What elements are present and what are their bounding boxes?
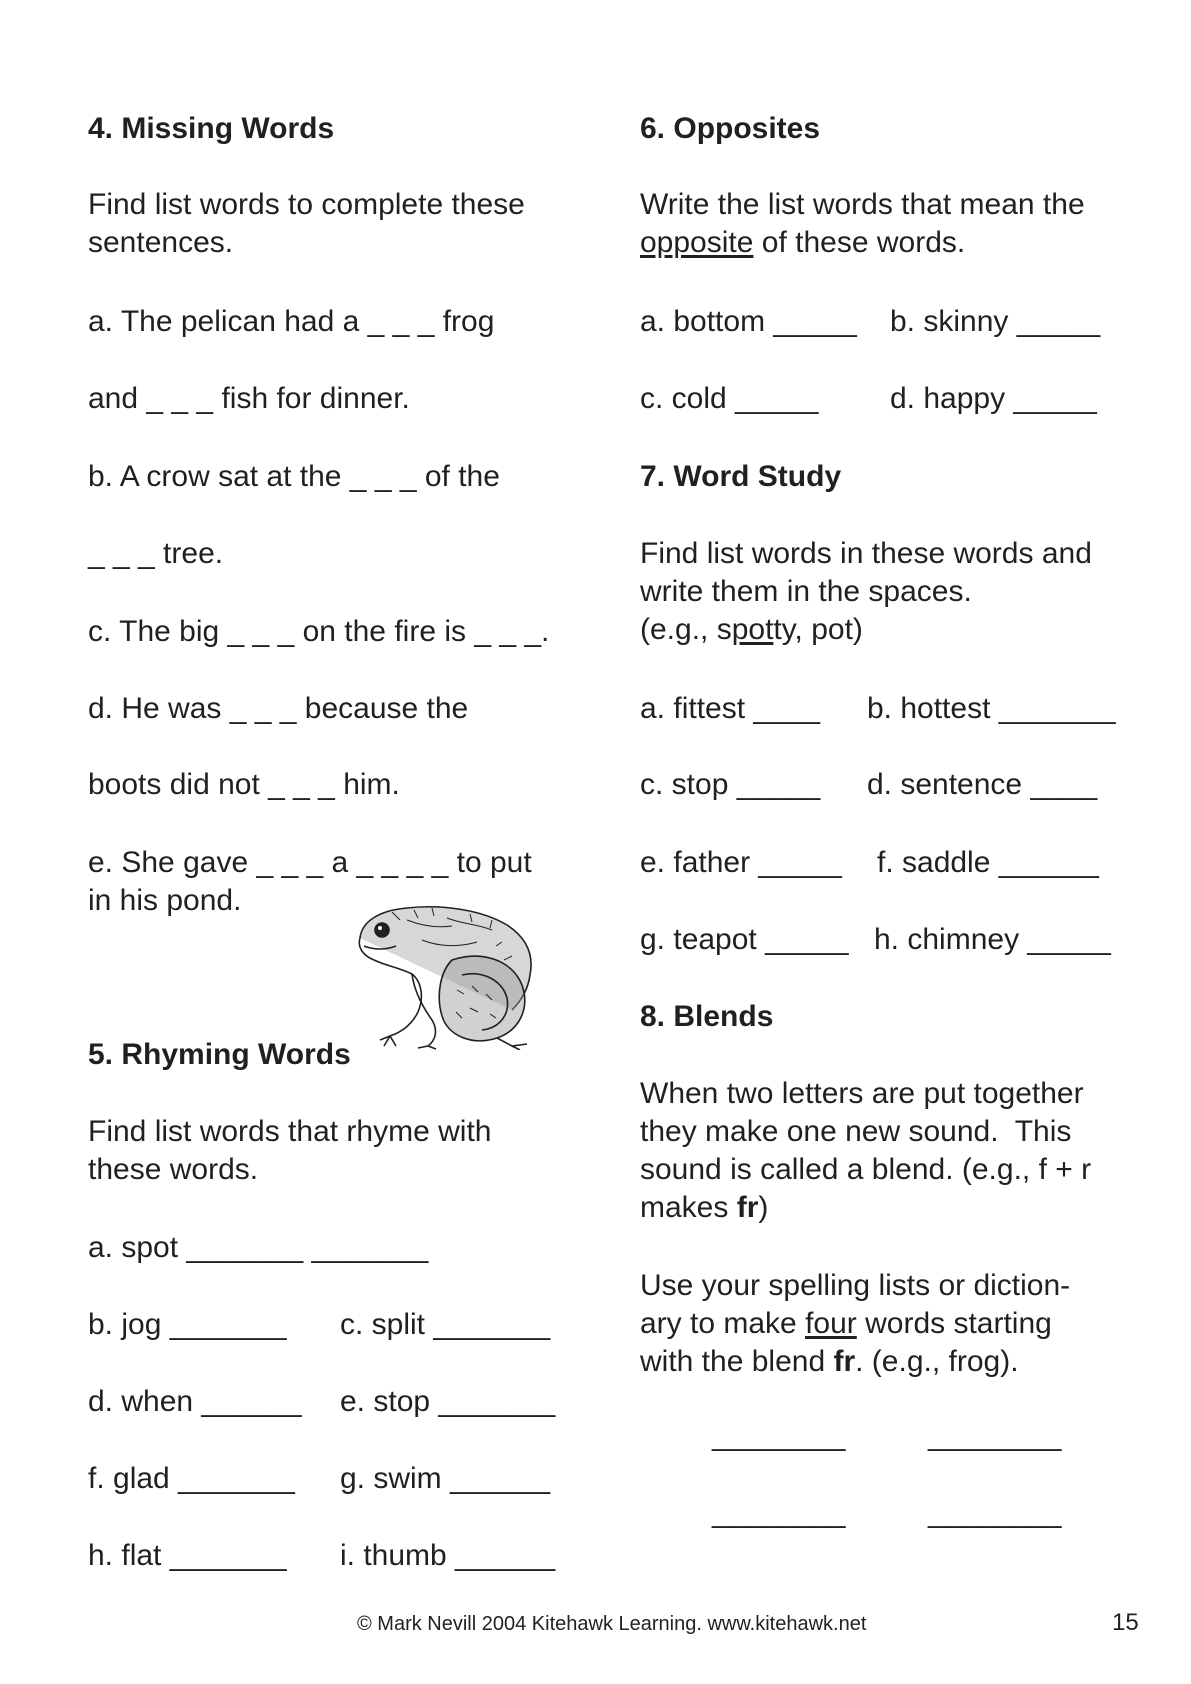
blends-para-line: sound is called a blend. (e.g., f + r bbox=[640, 1153, 1092, 1186]
answer-blank: ________ bbox=[712, 1419, 846, 1452]
opposites-item: c. cold _____ bbox=[640, 382, 819, 415]
frog-illustration bbox=[352, 890, 562, 1050]
missing-words-item: _ _ _ tree. bbox=[88, 537, 224, 570]
opposites-instruction-2: opposite of these words. bbox=[640, 226, 966, 259]
rhyming-item: a. spot _______ _______ bbox=[88, 1231, 429, 1264]
word-study-item: g. teapot _____ bbox=[640, 923, 849, 956]
underlined-word: opposite bbox=[640, 226, 754, 259]
blends-para-line: with the blend fr. (e.g., frog). bbox=[640, 1345, 1019, 1378]
missing-words-item: b. A crow sat at the _ _ _ of the bbox=[88, 460, 500, 493]
rhyming-item: e. stop _______ bbox=[340, 1385, 556, 1418]
opposites-heading: 6. Opposites bbox=[640, 112, 821, 145]
word-study-item: f. saddle ______ bbox=[877, 846, 1099, 879]
word-study-instruction-2: write them in the spaces. bbox=[640, 575, 972, 608]
missing-words-heading: 4. Missing Words bbox=[88, 112, 335, 145]
missing-words-item: a. The pelican had a _ _ _ frog bbox=[88, 305, 495, 338]
word-study-item: e. father _____ bbox=[640, 846, 842, 879]
word-study-item: h. chimney _____ bbox=[874, 923, 1111, 956]
opposites-item: a. bottom _____ bbox=[640, 305, 857, 338]
blends-para-line: When two letters are put together bbox=[640, 1077, 1084, 1110]
word-study-item: a. fittest ____ bbox=[640, 692, 821, 725]
page-number: 15 bbox=[1112, 1609, 1139, 1636]
rhyming-words-instruction-1: Find list words that rhyme with bbox=[88, 1115, 492, 1148]
rhyming-item: c. split _______ bbox=[340, 1308, 551, 1341]
rhyming-words-instruction-2: these words. bbox=[88, 1153, 259, 1186]
rhyming-words-heading: 5. Rhyming Words bbox=[88, 1038, 351, 1071]
blends-para-line: ary to make four words starting bbox=[640, 1307, 1052, 1340]
footer-copyright: © Mark Nevill 2004 Kitehawk Learning. www.kitehawk.net bbox=[357, 1613, 867, 1635]
rhyming-item: g. swim ______ bbox=[340, 1462, 551, 1495]
blends-para-line: they make one new sound. This bbox=[640, 1115, 1072, 1148]
blends-heading: 8. Blends bbox=[640, 1000, 774, 1033]
word-study-item: c. stop _____ bbox=[640, 768, 821, 801]
blends-para-line: Use your spelling lists or diction- bbox=[640, 1269, 1071, 1302]
rhyming-item: b. jog _______ bbox=[88, 1308, 287, 1341]
word-study-instruction-1: Find list words in these words and bbox=[640, 537, 1092, 570]
blends-para-line: makes fr) bbox=[640, 1191, 769, 1224]
word-study-item: b. hottest _______ bbox=[867, 692, 1116, 725]
opposites-item: d. happy _____ bbox=[890, 382, 1097, 415]
word-study-item: d. sentence ____ bbox=[867, 768, 1098, 801]
missing-words-item: c. The big _ _ _ on the fire is _ _ _. bbox=[88, 615, 550, 648]
answer-blank: ________ bbox=[928, 1496, 1062, 1529]
opposites-instruction-1: Write the list words that mean the bbox=[640, 188, 1085, 221]
word-study-heading: 7. Word Study bbox=[640, 460, 842, 493]
rhyming-item: h. flat _______ bbox=[88, 1539, 287, 1572]
missing-words-instruction-1: Find list words to complete these bbox=[88, 188, 525, 221]
missing-words-item: boots did not _ _ _ him. bbox=[88, 768, 400, 801]
answer-blank: ________ bbox=[928, 1419, 1062, 1452]
rhyming-item: d. when ______ bbox=[88, 1385, 302, 1418]
missing-words-item: e. She gave _ _ _ a _ _ _ _ to put bbox=[88, 846, 532, 879]
missing-words-instruction-2: sentences. bbox=[88, 226, 234, 259]
opposites-item: b. skinny _____ bbox=[890, 305, 1101, 338]
missing-words-item: and _ _ _ fish for dinner. bbox=[88, 382, 410, 415]
missing-words-item: in his pond. bbox=[88, 884, 242, 917]
word-study-example: (e.g., spotty, pot) bbox=[640, 613, 863, 646]
answer-blank: ________ bbox=[712, 1496, 846, 1529]
rhyming-item: f. glad _______ bbox=[88, 1462, 295, 1495]
missing-words-item: d. He was _ _ _ because the bbox=[88, 692, 469, 725]
rhyming-item: i. thumb ______ bbox=[340, 1539, 556, 1572]
